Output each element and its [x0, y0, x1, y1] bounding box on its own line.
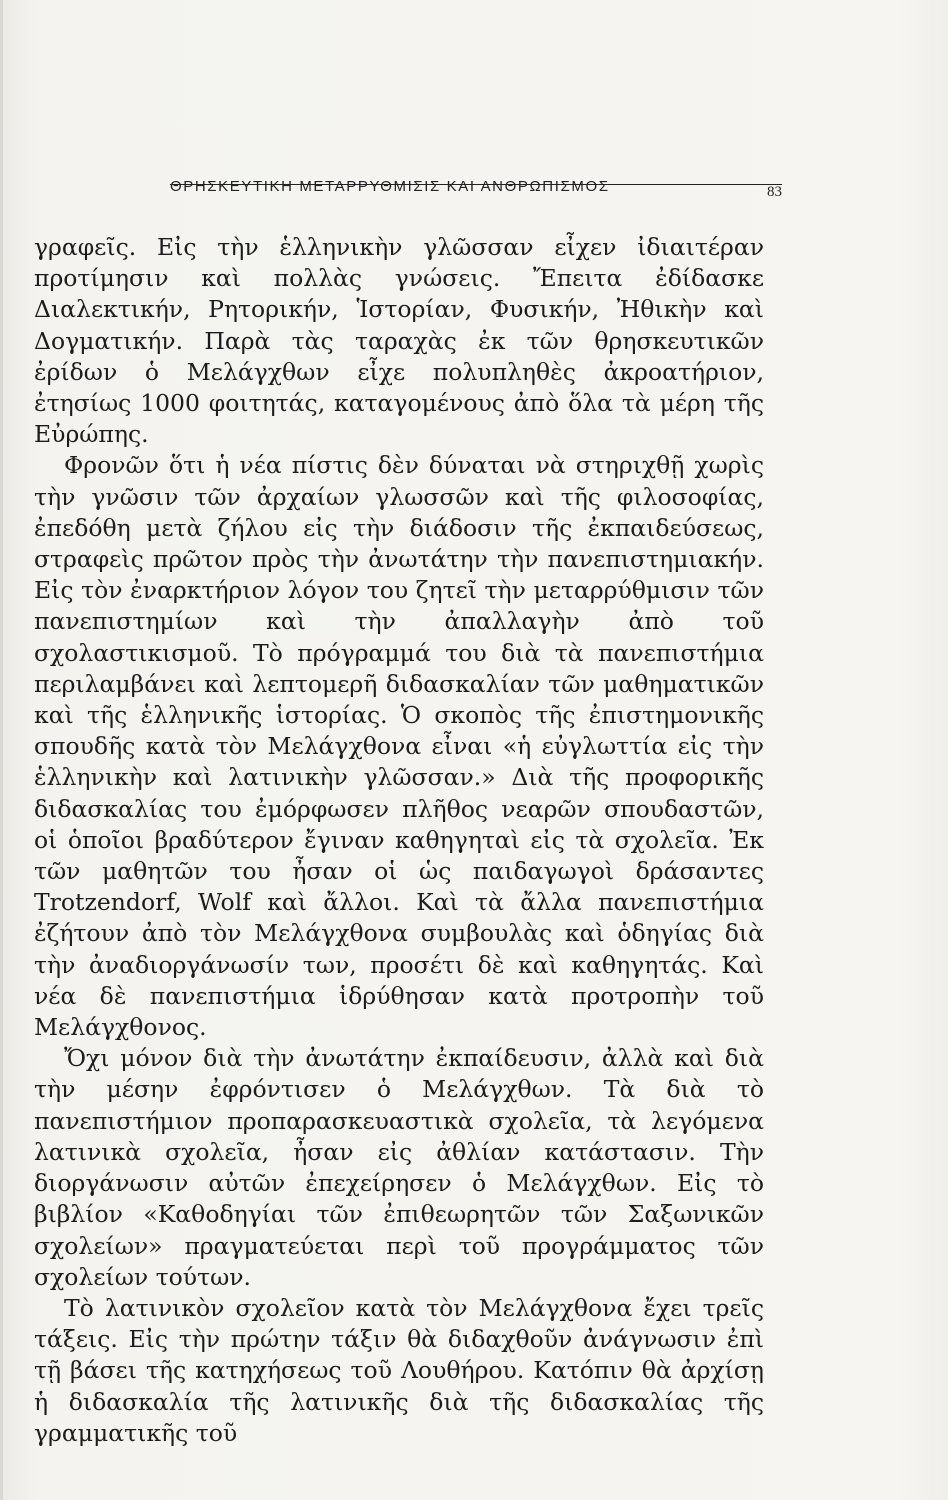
body-text [34, 232, 764, 1449]
paragraph: Φρονῶν ὅτι ἡ νέα πίστις δὲν δύναται νὰ στηριχθῇ χωρὶς τὴν γνῶσιν τῶν ἀρχαίων γλωσσῶν καὶ τῆς φιλοσοφίας, ἐπεδόθη μετὰ ζήλου εἰς τὴν διάδοσιν τῆς ἐκπαιδεύσεως, στραφεὶς πρῶτον πρὸς τὴν ἀνωτάτην τὴν πανεπιστημιακήν. Εἰς τὸν ἐναρκτήριον λόγον του ζητεῖ τὴν μεταρρύθμισιν τῶν πανεπιστημίων καὶ τὴν ἀπαλλαγὴν ἀπὸ τοῦ σχολαστικισμοῦ. Τὸ πρόγραμμά του διὰ τὰ πανεπιστήμια περιλαμβάνει καὶ λεπτομερῆ διδασκαλίαν τῶν μαθηματικῶν καὶ τῆς ἑλληνικῆς ἱστορίας. Ὁ σκοπὸς τῆς ἐπιστημονικῆς σπουδῆς κατὰ τὸν Μελάγχθονα εἶναι «ἡ εὐγλωττία εἰς τὴν ἑλληνικὴν καὶ λατινικὴν γλῶσσαν.» Διὰ τῆς προφορικῆς διδασκαλίας του ἐμόρφωσεν πλῆθος νεαρῶν σπουδαστῶν, οἱ ὁποῖοι βραδύτερον ἔγιναν καθηγηταὶ εἰς τὰ σχολεῖα. Ἐκ τῶν μαθητῶν του ἦσαν οἱ ὡς παιδαγωγοὶ δράσαντες Trotzendorf, Wolf καὶ ἄλλοι. Καὶ τὰ ἄλλα πανεπιστήμια ἐζήτουν ἀπὸ τὸν Μελάγχθονα συμβουλὰς καὶ ὁδηγίας διὰ τὴν ἀναδιοργάνωσίν των, προσέτι δὲ καὶ καθηγητάς. Καὶ νέα δὲ πανεπιστήμια ἱδρύθησαν κατὰ προτροπὴν τοῦ Μελάγχθονος. [34, 451, 764, 1042]
scan-edge [0, 0, 3, 1500]
paragraph: Ὄχι μόνον διὰ τὴν ἀνωτάτην ἐκπαίδευσιν, ἀλλὰ καὶ διὰ τὴν μέσην ἐφρόντισεν ὁ Μελάγχθων. Τὰ διὰ τὸ πανεπιστήμιον προπαρασκευαστικὰ σχολεῖα, τὰ λεγόμενα λατινικὰ σχολεῖα, ἦσαν εἰς ἀθλίαν κατάστασιν. Τὴν διοργάνωσιν αὐτῶν ἐπεχείρησεν ὁ Μελάγχθων. Εἰς τὸ βιβλίον «Καθοδηγίαι τῶν ἐπιθεωρητῶν τῶν Σαξωνικῶν σχολείων» πραγματεύεται περὶ τοῦ προγράμματος τῶν σχολείων τούτων. [34, 1044, 764, 1291]
paragraph: γραφεῖς. Εἰς τὴν ἑλληνικὴν γλῶσσαν εἶχεν ἰδιαιτέραν προτίμησιν καὶ πολλὰς γνώσεις. Ἔπειτα ἐδίδασκε Διαλεκτικήν, Ρητορικήν, Ἱστορίαν, Φυσικήν, Ἠθικὴν καὶ Δογματικήν. Παρὰ τὰς ταραχὰς ἐκ τῶν θρησκευτικῶν ἐρίδων ὁ Μελάγχθων εἶχε πολυπληθὲς ἀκροατήριον, ἐτησίως 1000 φοιτητάς, καταγομένους ἀπὸ ὅλα τὰ μέρη τῆς Εὐρώπης. [34, 233, 764, 449]
paragraph: Τὸ λατινικὸν σχολεῖον κατὰ τὸν Μελάγχθονα ἔχει τρεῖς τάξεις. Εἰς τὴν πρώτην τάξιν θὰ διδαχθοῦν ἀνάγνωσιν ἐπὶ τῇ βάσει τῆς κατηχήσεως τοῦ Λουθήρου. Κατόπιν θὰ ἀρχίσῃ ἡ διδασκαλία τῆς λατινικῆς διὰ τῆς διδασκαλίας τῆς γραμματικῆς τοῦ [34, 1293, 764, 1447]
running-head [170, 178, 782, 200]
page-number: 83 [767, 184, 782, 200]
running-head-title: ΘΡΗΣΚΕΥΤΙΚΗ ΜΕΤΑΡΡΥΘΜΙΣΙΣ ΚΑΙ ΑΝΘΡΩΠΙΣΜΟΣ [170, 178, 610, 195]
